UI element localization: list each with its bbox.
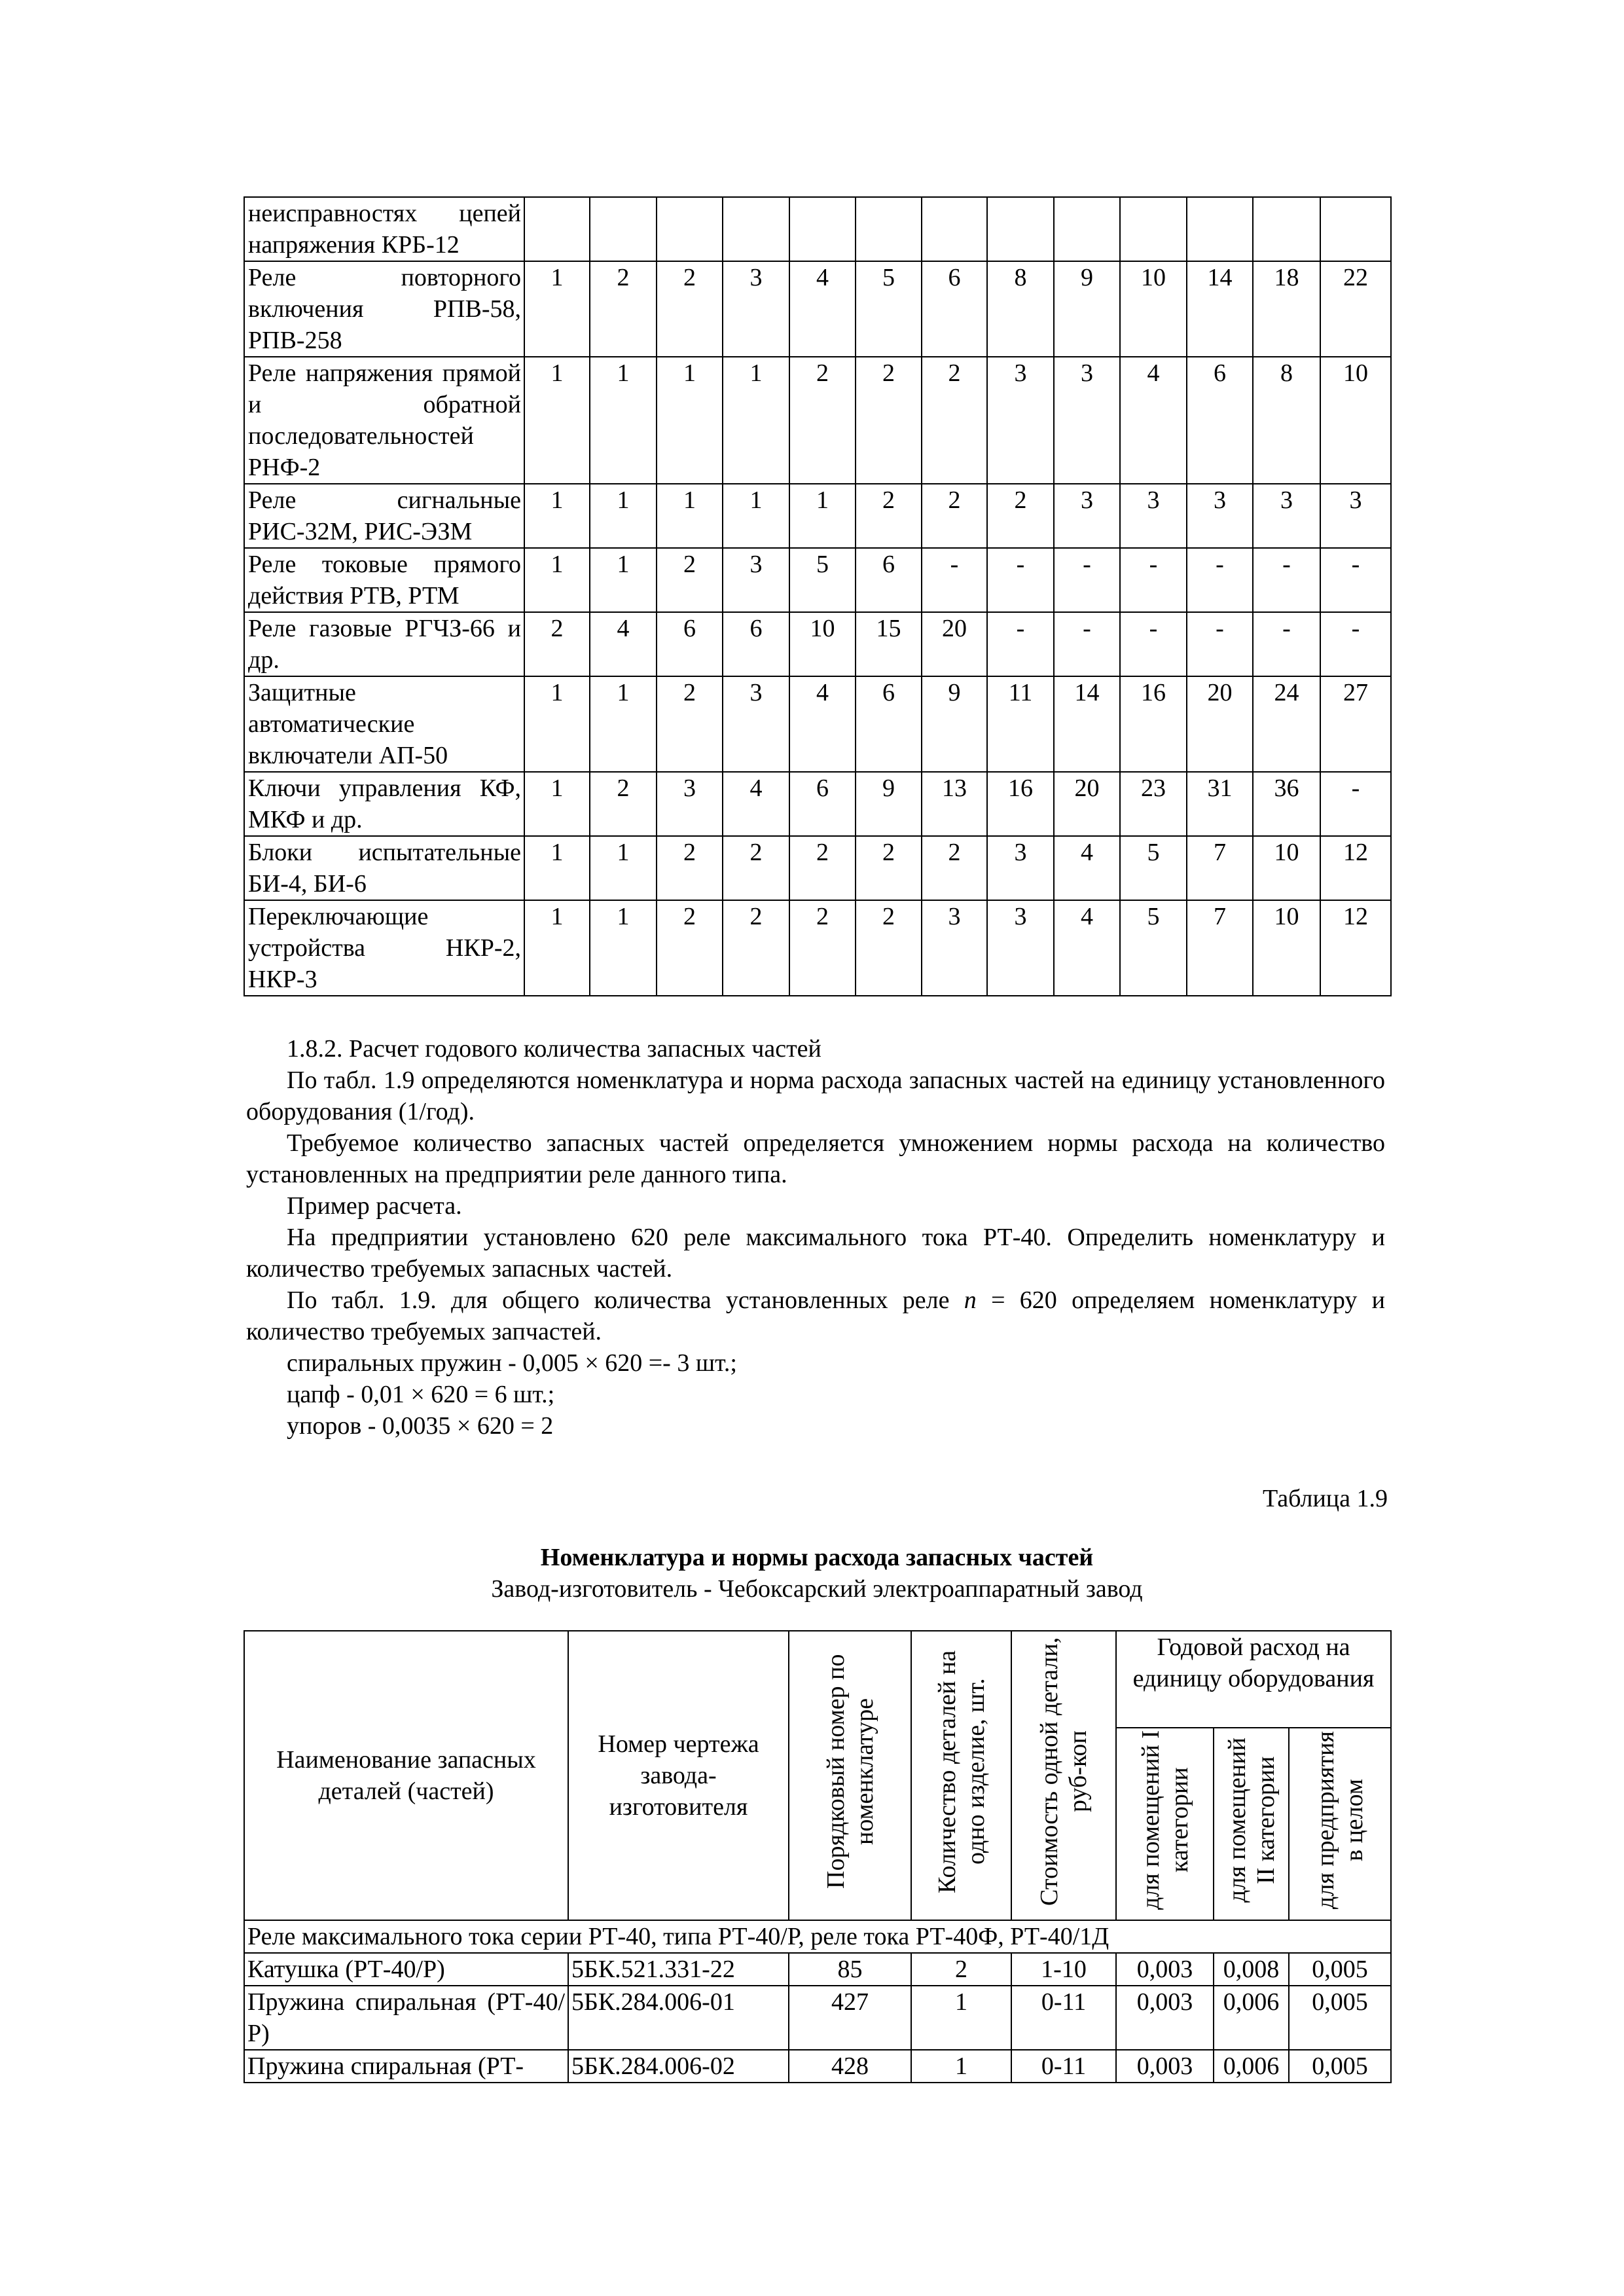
row-value: 22 bbox=[1320, 261, 1391, 357]
cell-cat1: 0,003 bbox=[1116, 1953, 1214, 1986]
row-value: - bbox=[987, 548, 1054, 612]
row-value: 2 bbox=[987, 484, 1054, 548]
row-name: Переключающие устройства НКР-2, НКР-3 bbox=[244, 900, 524, 996]
cell-cost: 0-11 bbox=[1011, 2050, 1116, 2083]
table-row bbox=[244, 772, 1391, 836]
cell-name: Пружина спиральная (РТ- bbox=[244, 2050, 568, 2083]
row-value: - bbox=[1253, 548, 1320, 612]
row-value: - bbox=[1120, 548, 1187, 612]
row-value: 8 bbox=[1253, 357, 1320, 484]
row-value: 10 bbox=[1253, 836, 1320, 900]
row-value: 2 bbox=[590, 261, 657, 357]
cell-ordinal: 427 bbox=[789, 1986, 911, 2050]
header-drawing: Номер чертежа завода-изготовителя bbox=[568, 1631, 789, 1920]
row-value: 4 bbox=[789, 676, 856, 772]
row-value: 14 bbox=[1187, 261, 1253, 357]
row-name: Ключи управления КФ, МКФ и др. bbox=[244, 772, 524, 836]
variable-n: n bbox=[964, 1286, 977, 1314]
row-value: 4 bbox=[1120, 357, 1187, 484]
cell-ordinal: 85 bbox=[789, 1953, 911, 1986]
row-value: 4 bbox=[789, 261, 856, 357]
table-row bbox=[244, 548, 1391, 612]
row-value: 11 bbox=[987, 676, 1054, 772]
cell-name: Пружина спиральная (РТ-40/Р) bbox=[244, 1986, 568, 2050]
row-value: 2 bbox=[524, 612, 590, 676]
row-value: - bbox=[1187, 612, 1253, 676]
row-value: 6 bbox=[657, 612, 723, 676]
row-value bbox=[922, 197, 987, 261]
cell-drawing: 5БК.284.006-02 bbox=[568, 2050, 789, 2083]
row-value: 2 bbox=[789, 900, 856, 996]
row-value: 8 bbox=[987, 261, 1054, 357]
row-value: 3 bbox=[922, 900, 987, 996]
row-value: - bbox=[1320, 772, 1391, 836]
row-value: - bbox=[922, 548, 987, 612]
paragraph-4: На предприятии установлено 620 реле максимального тока РТ-40. Определить номенклатуру и количество требуемых запасных частей. bbox=[246, 1224, 1385, 1283]
header-cat2 bbox=[1214, 1728, 1289, 1920]
row-value: 2 bbox=[590, 772, 657, 836]
row-value: 2 bbox=[856, 357, 922, 484]
row-value: 4 bbox=[723, 772, 789, 836]
cell-qty: 2 bbox=[911, 1953, 1011, 1986]
row-value: 3 bbox=[657, 772, 723, 836]
row-value: 1 bbox=[524, 900, 590, 996]
row-value: - bbox=[1253, 612, 1320, 676]
header-qty bbox=[911, 1631, 1011, 1920]
row-value: 1 bbox=[590, 676, 657, 772]
row-value: 5 bbox=[1120, 900, 1187, 996]
header-ordinal bbox=[789, 1631, 911, 1920]
row-value: 6 bbox=[723, 612, 789, 676]
row-value: 36 bbox=[1253, 772, 1320, 836]
cell-name: Катушка (РТ-40/Р) bbox=[244, 1953, 568, 1986]
row-value: 4 bbox=[1054, 900, 1120, 996]
row-value: 1 bbox=[590, 900, 657, 996]
row-value: 12 bbox=[1320, 836, 1391, 900]
row-value: 1 bbox=[524, 836, 590, 900]
row-value: 2 bbox=[856, 484, 922, 548]
row-name: Реле сигнальные РИС-32М, РИС-ЭЗМ bbox=[244, 484, 524, 548]
row-name: Реле газовые РГЧЗ-66 и др. bbox=[244, 612, 524, 676]
header-annual: Годовой расход на единицу оборудования bbox=[1116, 1631, 1391, 1728]
row-value bbox=[1054, 197, 1120, 261]
row-value: 23 bbox=[1120, 772, 1187, 836]
row-value: 3 bbox=[1320, 484, 1391, 548]
header-qty-text: Количество деталей на одно изделие, шт. bbox=[933, 1650, 990, 1893]
table-label: Таблица 1.9 bbox=[1262, 1485, 1388, 1512]
row-value: 9 bbox=[856, 772, 922, 836]
row-value: 3 bbox=[1054, 484, 1120, 548]
row-value bbox=[1253, 197, 1320, 261]
header-cost-text: Стоимость одной детали, руб-коп bbox=[1036, 1637, 1092, 1906]
row-value: 20 bbox=[1054, 772, 1120, 836]
row-value bbox=[987, 197, 1054, 261]
row-value: 10 bbox=[1320, 357, 1391, 484]
row-value bbox=[1187, 197, 1253, 261]
row-name: Блоки испытательные БИ-4, БИ-6 bbox=[244, 836, 524, 900]
row-value: 24 bbox=[1253, 676, 1320, 772]
table-row bbox=[244, 357, 1391, 484]
row-value: 2 bbox=[723, 900, 789, 996]
paragraph-5-start: По табл. 1.9. для общего количества установленных реле bbox=[287, 1286, 950, 1314]
row-value: 6 bbox=[856, 676, 922, 772]
row-value: 13 bbox=[922, 772, 987, 836]
row-value: 1 bbox=[524, 484, 590, 548]
header-cost bbox=[1011, 1631, 1116, 1920]
cell-whole: 0,005 bbox=[1289, 2050, 1391, 2083]
row-value bbox=[789, 197, 856, 261]
row-value: 1 bbox=[789, 484, 856, 548]
row-value: 3 bbox=[987, 836, 1054, 900]
table-row bbox=[244, 484, 1391, 548]
cell-whole: 0,005 bbox=[1289, 1986, 1391, 2050]
row-value: 2 bbox=[856, 836, 922, 900]
row-value bbox=[524, 197, 590, 261]
row-value: 15 bbox=[856, 612, 922, 676]
row-value bbox=[657, 197, 723, 261]
row-value: 1 bbox=[524, 772, 590, 836]
paragraph-5-end: = 620 определяем номенклатуру и количество требуемых запчастей. bbox=[246, 1286, 1386, 1345]
table-row bbox=[244, 1986, 1391, 2050]
relay-count-table bbox=[244, 196, 1392, 996]
header-ordinal-text: Порядковый номер по номенклатуре bbox=[821, 1654, 878, 1889]
table-row bbox=[244, 900, 1391, 996]
row-value: - bbox=[1054, 612, 1120, 676]
row-value: 6 bbox=[1187, 357, 1253, 484]
row-value: 2 bbox=[657, 676, 723, 772]
row-value: 6 bbox=[856, 548, 922, 612]
row-value: 1 bbox=[524, 676, 590, 772]
cell-cat2: 0,006 bbox=[1214, 1986, 1289, 2050]
row-value: 7 bbox=[1187, 900, 1253, 996]
calc-line-3: упоров - 0,0035 × 620 = 2 bbox=[287, 1412, 554, 1440]
row-value: 5 bbox=[856, 261, 922, 357]
calc-line-2: цапф - 0,01 × 620 = 6 шт.; bbox=[287, 1381, 555, 1408]
row-value: 4 bbox=[1054, 836, 1120, 900]
row-value: 20 bbox=[922, 612, 987, 676]
cell-ordinal: 428 bbox=[789, 2050, 911, 2083]
row-value: 6 bbox=[789, 772, 856, 836]
cell-cost: 0-11 bbox=[1011, 1986, 1116, 2050]
section-text bbox=[246, 1033, 1385, 1442]
row-value: - bbox=[1320, 612, 1391, 676]
row-value: 1 bbox=[590, 357, 657, 484]
paragraph-3: Пример расчета. bbox=[287, 1192, 462, 1220]
table-subtitle: Завод-изготовитель - Чебоксарский электроаппаратный завод bbox=[491, 1575, 1143, 1603]
table-row bbox=[244, 197, 1391, 261]
paragraph-5 bbox=[246, 1285, 1385, 1347]
row-value: 2 bbox=[922, 484, 987, 548]
paragraph-2: Требуемое количество запасных частей определяется умножением нормы расхода на количество установленных на предприятии реле данного типа. bbox=[246, 1129, 1385, 1188]
row-value: 3 bbox=[723, 261, 789, 357]
row-name: Защитные автоматические включатели АП-50 bbox=[244, 676, 524, 772]
cell-cat1: 0,003 bbox=[1116, 1986, 1214, 2050]
table-row bbox=[244, 676, 1391, 772]
cell-cost: 1-10 bbox=[1011, 1953, 1116, 1986]
row-value: 1 bbox=[590, 484, 657, 548]
table-title: Номенклатура и нормы расхода запасных частей bbox=[540, 1544, 1094, 1571]
row-value bbox=[1120, 197, 1187, 261]
row-value: 2 bbox=[789, 836, 856, 900]
row-value: 16 bbox=[987, 772, 1054, 836]
cell-drawing: 5БК.284.006-01 bbox=[568, 1986, 789, 2050]
row-value: 3 bbox=[723, 676, 789, 772]
row-value: 3 bbox=[987, 900, 1054, 996]
row-value: 3 bbox=[1120, 484, 1187, 548]
row-value: 3 bbox=[1054, 357, 1120, 484]
table-row bbox=[244, 612, 1391, 676]
table-row bbox=[244, 261, 1391, 357]
row-value: 9 bbox=[1054, 261, 1120, 357]
row-value: 7 bbox=[1187, 836, 1253, 900]
row-value: 3 bbox=[987, 357, 1054, 484]
row-value bbox=[856, 197, 922, 261]
row-value: 10 bbox=[1120, 261, 1187, 357]
row-value: - bbox=[1187, 548, 1253, 612]
row-value: 16 bbox=[1120, 676, 1187, 772]
row-value: 1 bbox=[524, 261, 590, 357]
row-value: 12 bbox=[1320, 900, 1391, 996]
row-value: 2 bbox=[856, 900, 922, 996]
row-value: 1 bbox=[524, 357, 590, 484]
calc-line-1: спиральных пружин - 0,005 × 620 =- 3 шт.; bbox=[287, 1349, 737, 1377]
row-value: 6 bbox=[922, 261, 987, 357]
row-name: Реле напряжения прямой и обратной последовательностей РНФ-2 bbox=[244, 357, 524, 484]
row-value: 1 bbox=[723, 484, 789, 548]
cell-qty: 1 bbox=[911, 1986, 1011, 2050]
row-value: 5 bbox=[1120, 836, 1187, 900]
row-value: - bbox=[987, 612, 1054, 676]
row-value: 5 bbox=[789, 548, 856, 612]
header-cat1-text: для помещений I категории bbox=[1136, 1730, 1193, 1910]
row-value: 14 bbox=[1054, 676, 1120, 772]
row-value: 31 bbox=[1187, 772, 1253, 836]
row-value: 2 bbox=[922, 357, 987, 484]
row-value: - bbox=[1054, 548, 1120, 612]
row-value: 2 bbox=[657, 261, 723, 357]
table-row bbox=[244, 2050, 1391, 2083]
cell-cat2: 0,006 bbox=[1214, 2050, 1289, 2083]
row-value bbox=[1320, 197, 1391, 261]
row-value: 1 bbox=[657, 484, 723, 548]
table-row bbox=[244, 1953, 1391, 1986]
cell-cat2: 0,008 bbox=[1214, 1953, 1289, 1986]
row-value: 27 bbox=[1320, 676, 1391, 772]
row-value: 2 bbox=[789, 357, 856, 484]
row-value: 2 bbox=[723, 836, 789, 900]
row-value: 3 bbox=[1253, 484, 1320, 548]
cell-qty: 1 bbox=[911, 2050, 1011, 2083]
cell-cat1: 0,003 bbox=[1116, 2050, 1214, 2083]
row-value: 3 bbox=[723, 548, 789, 612]
header-cat1 bbox=[1116, 1728, 1214, 1920]
header-cat2-text: для помещений II категории bbox=[1223, 1738, 1280, 1903]
row-value: 3 bbox=[1187, 484, 1253, 548]
row-name: неисправностях цепей напряжения КРБ-12 bbox=[244, 197, 524, 261]
row-value: 10 bbox=[789, 612, 856, 676]
row-value: 18 bbox=[1253, 261, 1320, 357]
spare-parts-table bbox=[244, 1630, 1392, 2083]
cell-drawing: 5БК.521.331-22 bbox=[568, 1953, 789, 1986]
row-value bbox=[590, 197, 657, 261]
paragraph-1: По табл. 1.9 определяются номенклатура и норма расхода запасных частей на единицу установленного оборудования (1/год). bbox=[246, 1066, 1385, 1125]
table-row bbox=[244, 836, 1391, 900]
row-value: 1 bbox=[524, 548, 590, 612]
row-name: Реле повторного включения РПВ-58, РПВ-258 bbox=[244, 261, 524, 357]
row-value: 20 bbox=[1187, 676, 1253, 772]
header-whole-text: для предприятия в целом bbox=[1312, 1731, 1368, 1909]
row-value: 2 bbox=[657, 548, 723, 612]
row-value: 1 bbox=[590, 548, 657, 612]
row-value: 2 bbox=[657, 900, 723, 996]
row-value: 1 bbox=[657, 357, 723, 484]
row-value: - bbox=[1120, 612, 1187, 676]
section-heading: 1.8.2. Расчет годового количества запасных частей bbox=[287, 1035, 821, 1063]
section-row: Реле максимального тока серии РТ-40, типа РТ-40/Р, реле тока РТ-40Ф, РТ-40/1Д bbox=[244, 1920, 1391, 1953]
row-value: 9 bbox=[922, 676, 987, 772]
row-value bbox=[723, 197, 789, 261]
cell-whole: 0,005 bbox=[1289, 1953, 1391, 1986]
header-name: Наименование запасных деталей (частей) bbox=[244, 1631, 568, 1920]
row-value: 1 bbox=[723, 357, 789, 484]
row-value: 2 bbox=[657, 836, 723, 900]
row-value: 4 bbox=[590, 612, 657, 676]
header-whole bbox=[1289, 1728, 1391, 1920]
row-value: 2 bbox=[922, 836, 987, 900]
row-value: 10 bbox=[1253, 900, 1320, 996]
row-name: Реле токовые прямого действия РТВ, РТМ bbox=[244, 548, 524, 612]
row-value: - bbox=[1320, 548, 1391, 612]
row-value: 1 bbox=[590, 836, 657, 900]
